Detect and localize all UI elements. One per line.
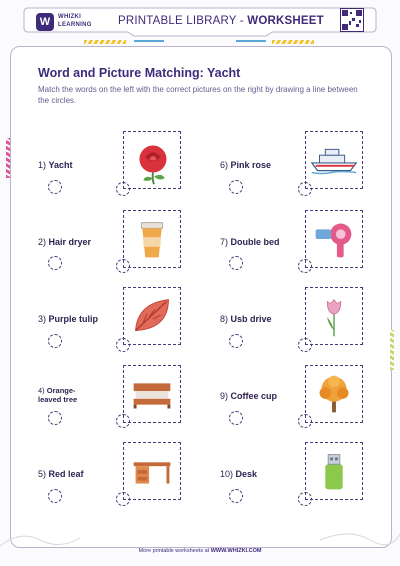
double-bed-icon: [124, 366, 180, 422]
qr-code-icon: [340, 8, 364, 32]
picture-circle[interactable]: [116, 259, 130, 273]
left-word-circle[interactable]: [48, 180, 62, 194]
right-word-circle[interactable]: [229, 334, 243, 348]
yacht-icon: [306, 132, 362, 188]
right-word-circle[interactable]: [229, 256, 243, 270]
picture-box: [123, 287, 181, 345]
worksheet-title: Word and Picture Matching: Yacht: [38, 66, 241, 80]
page-header: [22, 6, 378, 38]
library-title: PRINTABLE LIBRARY - WORKSHEET: [118, 15, 324, 27]
orange-tree-icon: [306, 366, 362, 422]
blue-bar: [134, 40, 164, 42]
left-word-circle[interactable]: [48, 256, 62, 270]
picture-circle[interactable]: [116, 182, 130, 196]
hair-dryer-icon: [306, 211, 362, 267]
picture-circle[interactable]: [298, 338, 312, 352]
green-stripe: [390, 330, 394, 370]
left-word-circle[interactable]: [48, 411, 62, 425]
word-7: 7) Double bed: [220, 237, 280, 247]
picture-box: [123, 210, 181, 268]
coffee-cup-icon: [124, 211, 180, 267]
word-5: 5) Red leaf: [38, 469, 84, 479]
purple-tulip-icon: [306, 288, 362, 344]
picture-box: [305, 131, 363, 189]
picture-box: [123, 131, 181, 189]
picture-circle[interactable]: [116, 492, 130, 506]
word-2: 2) Hair dryer: [38, 237, 92, 247]
word-9: 9) Coffee cup: [220, 391, 278, 401]
yellow-stripe: [84, 40, 126, 44]
pink-stripe: [6, 138, 10, 178]
word-6: 6) Pink rose: [220, 160, 272, 170]
blue-bar: [236, 40, 266, 42]
red-leaf-icon: [124, 288, 180, 344]
left-word-circle[interactable]: [48, 489, 62, 503]
word-10: 10) Desk: [220, 469, 258, 479]
whizki-logo-icon: W: [36, 13, 54, 31]
usb-drive-icon: [306, 443, 362, 499]
word-3: 3) Purple tulip: [38, 314, 99, 324]
picture-box: [123, 442, 181, 500]
scribble-decoration: [0, 510, 400, 550]
right-word-circle[interactable]: [229, 180, 243, 194]
yellow-stripe: [272, 40, 314, 44]
picture-box: [305, 210, 363, 268]
desk-icon: [124, 443, 180, 499]
picture-circle[interactable]: [116, 414, 130, 428]
picture-box: [305, 365, 363, 423]
word-1: 1) Yacht: [38, 160, 73, 170]
picture-circle[interactable]: [298, 414, 312, 428]
footer-link[interactable]: WWW.WHIZKI.COM: [210, 548, 262, 554]
worksheet-instructions: Match the words on the left with the correct pictures on the right by drawing a line between the circles.: [38, 85, 358, 105]
right-word-circle[interactable]: [229, 489, 243, 503]
rose-icon: [124, 132, 180, 188]
picture-box: [305, 287, 363, 345]
word-4: 4) Orange-leaved tree: [38, 386, 78, 404]
picture-circle[interactable]: [298, 492, 312, 506]
logo-text: WHIZKI LEARNING: [58, 14, 92, 28]
page-footer: More printable worksheets at WWW.WHIZKI.COM: [138, 548, 262, 554]
picture-circle[interactable]: [116, 338, 130, 352]
word-8: 8) Usb drive: [220, 314, 272, 324]
picture-box: [123, 365, 181, 423]
right-word-circle[interactable]: [229, 411, 243, 425]
picture-circle[interactable]: [298, 259, 312, 273]
picture-circle[interactable]: [298, 182, 312, 196]
left-word-circle[interactable]: [48, 334, 62, 348]
picture-box: [305, 442, 363, 500]
